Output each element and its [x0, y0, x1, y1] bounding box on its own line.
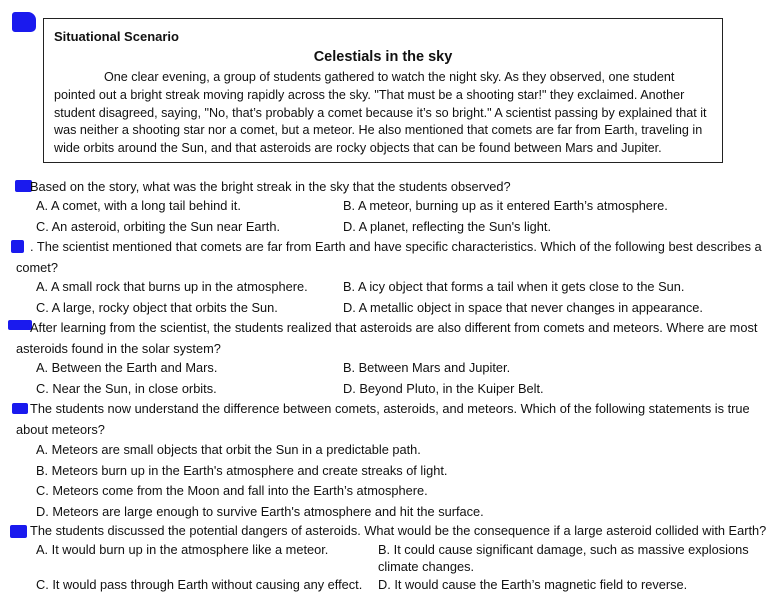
question-stem: . The scientist mentioned that comets are far from Earth and have specific characteristics. Which of the following best describes a comet?	[16, 239, 762, 275]
question-4	[16, 398, 768, 522]
option-b: B. A meteor, burning up as it entered Earth’s atmosphere.	[343, 198, 668, 213]
question-1	[16, 176, 768, 238]
option-b: B. Meteors burn up in the Earth's atmosphere and create streaks of light.	[36, 462, 448, 478]
option-c: C. Near the Sun, in close orbits.	[36, 380, 217, 396]
option-d: D. Beyond Pluto, in the Kuiper Belt.	[343, 380, 544, 396]
option-d: D. It would cause the Earth’s magnetic field to reverse.	[378, 577, 688, 592]
scenario-title: Celestials in the sky	[313, 49, 453, 65]
option-a: A. Meteors are small objects that orbit the Sun in a predictable path.	[36, 442, 421, 457]
question-2	[16, 236, 768, 319]
option-c: C. Meteors come from the Moon and fall into the Earth’s atmosphere.	[36, 483, 428, 498]
option-b: B. Between Mars and Jupiter.	[343, 360, 511, 375]
option-b: B. It could cause significant damage, such as massive explosions climate changes.	[378, 542, 749, 574]
question-3	[16, 317, 768, 400]
option-b: B. A icy object that forms a tail when it gets close to the Sun.	[343, 279, 685, 294]
option-c: C. A large, rocky object that orbits the Sun.	[36, 299, 278, 315]
question-stem: Based on the story, what was the bright streak in the sky that the students observed?	[30, 179, 511, 194]
option-a: A. It would burn up in the atmosphere like a meteor.	[36, 542, 329, 557]
option-d: D. A metallic object in space that never changes in appearance.	[343, 299, 703, 315]
redaction-mark-corner	[12, 12, 36, 32]
question-stem: The students discussed the potential dangers of asteroids. What would be the consequence if a large asteroid collided with Earth?	[30, 523, 767, 538]
option-a: A. Between the Earth and Mars.	[36, 360, 218, 375]
scenario-box	[43, 18, 723, 163]
scenario-label: Situational Scenario	[54, 29, 179, 44]
option-a: A. A small rock that burns up in the atmosphere.	[36, 279, 308, 294]
option-d: D. A planet, reflecting the Sun's light.	[343, 218, 552, 234]
scenario-text: One clear evening, a group of students gathered to watch the night sky. As they observed, one student pointed out a bright streak moving rapidly across the sky. "That must be a shooting star!" they exclaimed. Another student disagreed, saying, "No, that’s probably a comet because it’s so bright." A scientist passing by explained that it was neither a shooting star nor a comet, but a meteor. He also mentioned that comets are far from Earth, traveling in wide orbits around the Sun, and that asteroids are rocky objects that can be found between Mars and Jupiter.	[54, 70, 707, 156]
question-5	[16, 522, 768, 597]
option-d: D. Meteors are large enough to survive Earth's atmosphere and hit the surface.	[36, 503, 484, 519]
question-stem: After learning from the scientist, the students realized that asteroids are also different from comets and meteors. Where are most asteroids found in the solar system?	[16, 320, 758, 356]
question-stem: The students now understand the difference between comets, asteroids, and meteors. Which of the following statements is true about meteors?	[16, 401, 750, 437]
option-a: A. A comet, with a long tail behind it.	[36, 198, 241, 213]
option-c: C. It would pass through Earth without causing any effect.	[36, 577, 363, 592]
option-c: C. An asteroid, orbiting the Sun near Earth.	[36, 218, 280, 234]
